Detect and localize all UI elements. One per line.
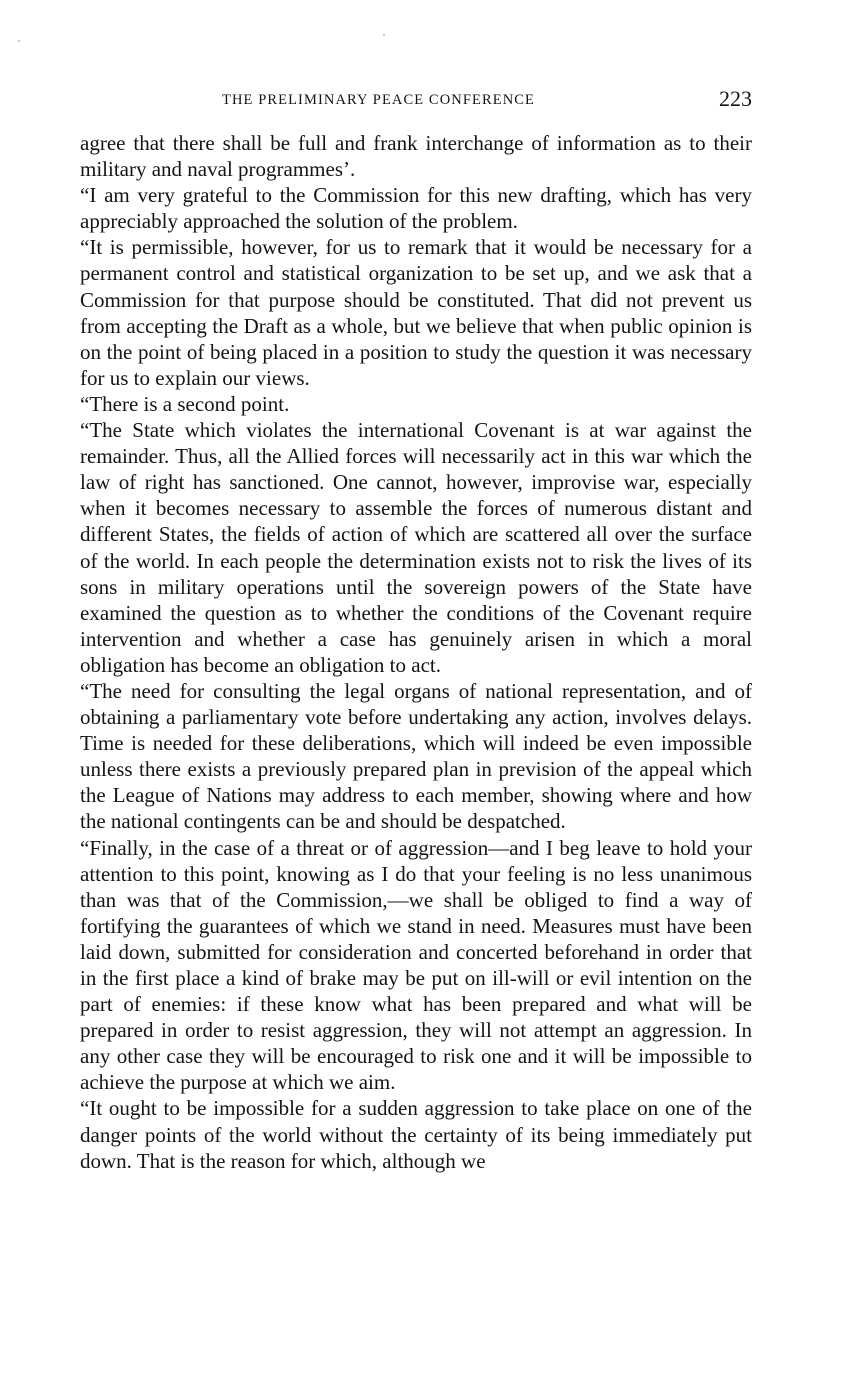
paragraph-second-point: “There is a second point. (80, 391, 290, 416)
paragraph-commission-thanks: “I am very grateful to the Commission for this new drafting, which has very appreciably approached the solution of the problem. (80, 183, 752, 234)
paragraph-continuation: agree that there shall be full and frank interchange of information as to their military and naval programmes’. (80, 131, 752, 182)
running-head: THE PRELIMINARY PEACE CONFERENCE (222, 92, 535, 108)
page-number: 223 (719, 86, 752, 111)
paragraph-threat-aggression: “Finally, in the case of a threat or of aggression—and I beg leave to hold your attention to this point, knowing as I do that your feeling is no less unanimous than was that of the Commission,—we shall be obliged to find a way of fortifying the guarantees of which we stand in need. Measures must have been laid down, submitted for consideration and concerted beforehand in order that in the first place a kind of brake may be put on ill-will or evil intention on the part of enemies: if these know what has been prepared and what will be prepared in order to resist aggression, they will not attempt an aggression. In any other case they will be encouraged to risk one and it will be impossible to achieve the purpose at which we aim. (80, 835, 752, 1095)
paragraph-sudden-aggression: “It ought to be impossible for a sudden aggression to take place on one of the danger points of the world without the certainty of its being immediately put down. That is the reason for which, although we (80, 1096, 752, 1173)
paragraph-legal-organs: “The need for consulting the legal organs of national representation, and of obtaining a parliamentary vote before undertaking any action, involves delays. Time is needed for these deliberations, which will indeed be even impossible unless there exists a previously prepared plan in prevision of the appeal which the League of Nations may address to each member, showing where and how the national contingents can be and should be despatched. (80, 678, 752, 834)
scan-speck (383, 34, 385, 36)
body-text (80, 130, 752, 1174)
paragraph-permanent-control: “It is permissible, however, for us to remark that it would be necessary for a permanent control and statistical organization to be set up, and we ask that a Commission for that purpose should be constituted. That did not prevent us from accepting the Draft as a whole, but we believe that when public opinion is on the point of being placed in a position to study the question it was necessary for us to explain our views. (80, 235, 752, 390)
scan-speck (18, 40, 20, 42)
page-header (80, 86, 752, 116)
paragraph-state-violation: “The State which violates the international Covenant is at war against the remainder. Thus, all the Allied forces will necessarily act in this war which the law of right has sanctioned. One cannot, however, improvise war, especially when it becomes necessary to assemble the forces of numerous distant and different States, the fields of action of which are scattered all over the surface of the world. In each people the determination exists not to risk the lives of its sons in military operations until the sovereign powers of the State have examined the question as to whether the conditions of the Covenant require intervention and whether a case has genuinely arisen in which a moral obligation has become an obligation to act. (80, 418, 752, 677)
